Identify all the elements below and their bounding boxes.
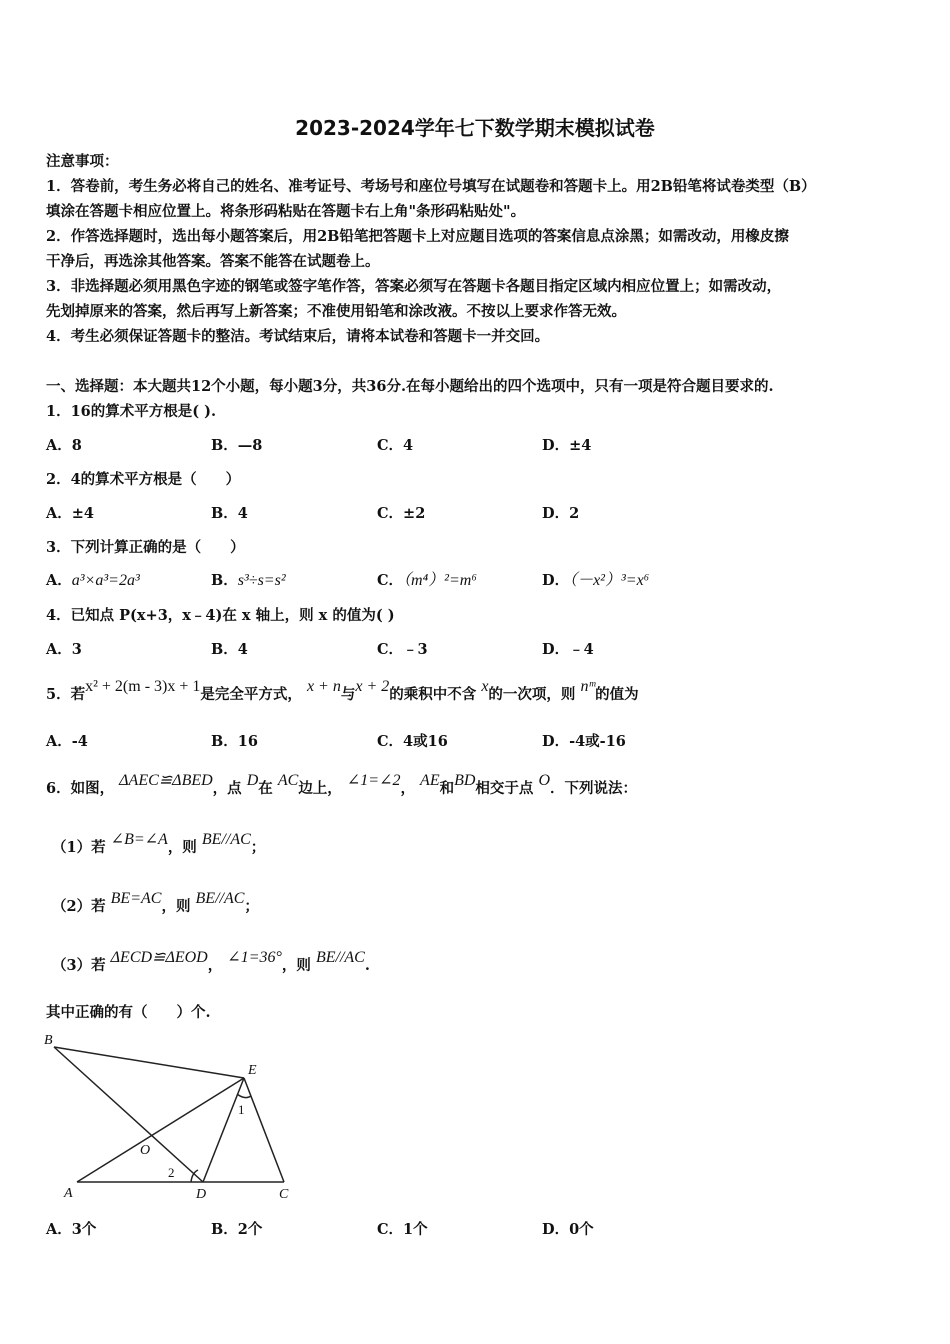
q6-text: ，则 [161, 898, 191, 915]
label-angle-2: 2 [168, 1165, 175, 1180]
label-A: A [64, 1186, 73, 1201]
notice-line: 4．考生必须保证答题卡的整洁。考试结束后，请将本试卷和答题卡一并交回。 [46, 328, 550, 345]
label-O: O [140, 1143, 151, 1158]
q6-expr: ∠B=∠A [110, 831, 168, 848]
q1-stem: 1．16的算术平方根是( ). [46, 403, 217, 420]
q5-text: 5．若 [46, 686, 86, 703]
geometry-figure [40, 1030, 310, 1210]
q6-text: （3）若 [52, 957, 106, 974]
q6-text: ，则 [167, 839, 197, 856]
q3-option-a-expr: a³×a³=2a³ [71, 572, 140, 589]
q5-expr-power: nᵐ [580, 678, 596, 695]
q6-closing: 其中正确的有（ ）个. [46, 1004, 211, 1021]
segment-DE [203, 1078, 244, 1182]
q6-option-c: C．1个 [377, 1221, 428, 1238]
notice-line: 干净后，再选涂其他答案。答案不能答在试题卷上。 [46, 253, 380, 270]
notice-line: 2．作答选择题时，选出每小题答案后，用2B铅笔把答题卡上对应题目选项的答案信息点涂黑；如需改动，用橡皮擦 [46, 228, 789, 245]
q6-text: ； [250, 839, 266, 856]
q6-expr-congruence: ΔAEC≌ΔBED [119, 772, 213, 789]
q6-text: （1）若 [52, 839, 106, 856]
q6-text: （2）若 [52, 898, 106, 915]
label-angle-1: 1 [238, 1102, 245, 1117]
segment-AE [77, 1078, 244, 1182]
notice-heading: 注意事项： [46, 153, 119, 170]
label-C: C [279, 1187, 289, 1202]
q5-text: 的值为 [595, 686, 639, 703]
q5-text: 的一次项，则 [488, 686, 576, 703]
q6-expr: ΔECD≌ΔEOD [110, 949, 208, 966]
q6-text: ， [207, 957, 223, 974]
notice-line: 1．答卷前，考生务必将自己的姓名、准考证号、考场号和座位号填写在试题卷和答题卡上。用2B铅笔将试卷类型（B） [46, 178, 816, 195]
q5-option-d: D．-4或-16 [542, 733, 626, 750]
q1-option-d: D．±4 [542, 437, 592, 454]
notice-line: 先划掉原来的答案，然后再写上新答案；不准使用铅笔和涂改液。不按以上要求作答无效。 [46, 303, 626, 320]
q6-option-d: D．0个 [542, 1221, 594, 1238]
q6-expr-segment: AE [420, 772, 440, 789]
q2-option-b: B．4 [211, 505, 248, 522]
q3-option-a-label: A． [46, 572, 72, 589]
q6-expr-angles: ∠1=∠2 [346, 772, 401, 789]
label-B: B [44, 1033, 53, 1048]
q6-text: 在 [258, 780, 273, 797]
q4-option-b: B．4 [211, 641, 248, 658]
q6-text: ．下列说法： [550, 780, 638, 797]
q6-expr: BE//AC [315, 949, 365, 966]
q6-expr-point: D [246, 772, 259, 789]
q6-text: 6．如图， [46, 780, 115, 797]
q5-text: 的乘积中不含 [389, 686, 477, 703]
q6-expr: BE//AC [195, 890, 245, 907]
q1-option-a: A．8 [46, 437, 82, 454]
q5-stem [46, 678, 639, 705]
label-D: D [196, 1187, 207, 1202]
q5-expr-factor2: x + 2 [355, 678, 390, 695]
q6-text: 和 [439, 780, 455, 797]
q6-text: ， [400, 780, 415, 797]
section-heading: 一、选择题：本大题共12个小题，每小题3分，共36分.在每小题给出的四个选项中，只有一项是符合题目要求的. [46, 378, 774, 395]
page-title: 2023-2024学年七下数学期末模拟试卷 [295, 116, 655, 140]
q5-text: 与 [340, 686, 356, 703]
q3-option-d-label: D． [542, 572, 570, 589]
q6-text: ，点 [212, 780, 242, 797]
q3-option-c [377, 571, 477, 591]
q6-statement-1 [52, 831, 266, 858]
q6-text: ，则 [281, 957, 311, 974]
q3-option-b-expr: s³÷s=s² [237, 572, 286, 589]
q5-option-c: C．4或16 [377, 733, 448, 750]
q3-option-b [211, 571, 286, 591]
notice-line: 3．非选择题必须用黑色字迹的钢笔或签字笔作答，答案必须写在答题卡各题目指定区域内相应位置上；如需改动， [46, 278, 782, 295]
q6-expr-point: O [538, 772, 551, 789]
notice-line: 填涂在答题卡相应位置上。将条形码粘贴在答题卡右上角"条形码粘贴处"。 [46, 203, 526, 220]
q5-expr-square: x² + 2(m - 3)x + 1 [85, 678, 201, 695]
q3-stem: 3．下列计算正确的是（ ） [46, 539, 245, 556]
q3-option-c-label: C． [377, 572, 404, 589]
q6-expr: BE//AC [201, 831, 251, 848]
q6-text: ； [244, 898, 259, 915]
q6-statement-2 [52, 890, 259, 917]
q4-option-d: D．﹣4 [542, 641, 594, 658]
q2-option-d: D．2 [542, 505, 580, 522]
q3-option-b-label: B． [211, 572, 238, 589]
q5-expr-factor1: x + n [306, 678, 341, 695]
angle-1-arc [237, 1094, 251, 1098]
q6-option-b: B．2个 [211, 1221, 263, 1238]
q4-option-a: A．3 [46, 641, 82, 658]
q6-statement-3 [52, 949, 370, 976]
q4-option-c: C．﹣3 [377, 641, 428, 658]
q6-stem [46, 772, 638, 799]
q5-text: 是完全平方式， [200, 686, 302, 703]
q6-option-a: A．3个 [46, 1221, 97, 1238]
q2-option-a: A．±4 [46, 505, 94, 522]
q2-stem: 2．4的算术平方根是（ ） [46, 471, 241, 488]
q5-expr-x: x [481, 678, 489, 695]
segment-EC [244, 1078, 284, 1182]
q1-option-c: C．4 [377, 437, 414, 454]
q5-option-b: B．16 [211, 733, 258, 750]
q6-text: 相交于点 [475, 780, 534, 797]
q6-expr-side: AC [277, 772, 299, 789]
q2-option-c: C．±2 [377, 505, 426, 522]
q1-option-b: B．—8 [211, 437, 263, 454]
q3-option-d [542, 571, 649, 591]
q6-text: 边上， [298, 780, 342, 797]
label-E: E [248, 1063, 257, 1078]
q3-option-a [46, 571, 140, 591]
q4-stem: 4．已知点 P(x+3，x﹣4)在 x 轴上，则 x 的值为( ) [46, 607, 395, 624]
q6-expr: BE=AC [110, 890, 162, 907]
q3-option-d-expr: （－x²）³=x⁶ [569, 572, 650, 589]
q3-option-c-expr: （m⁴）²=m⁶ [403, 572, 477, 589]
q5-option-a: A．-4 [46, 733, 88, 750]
q6-text: . [364, 957, 370, 974]
q6-expr: ∠1=36° [227, 949, 282, 966]
q6-expr-segment: BD [454, 772, 476, 789]
